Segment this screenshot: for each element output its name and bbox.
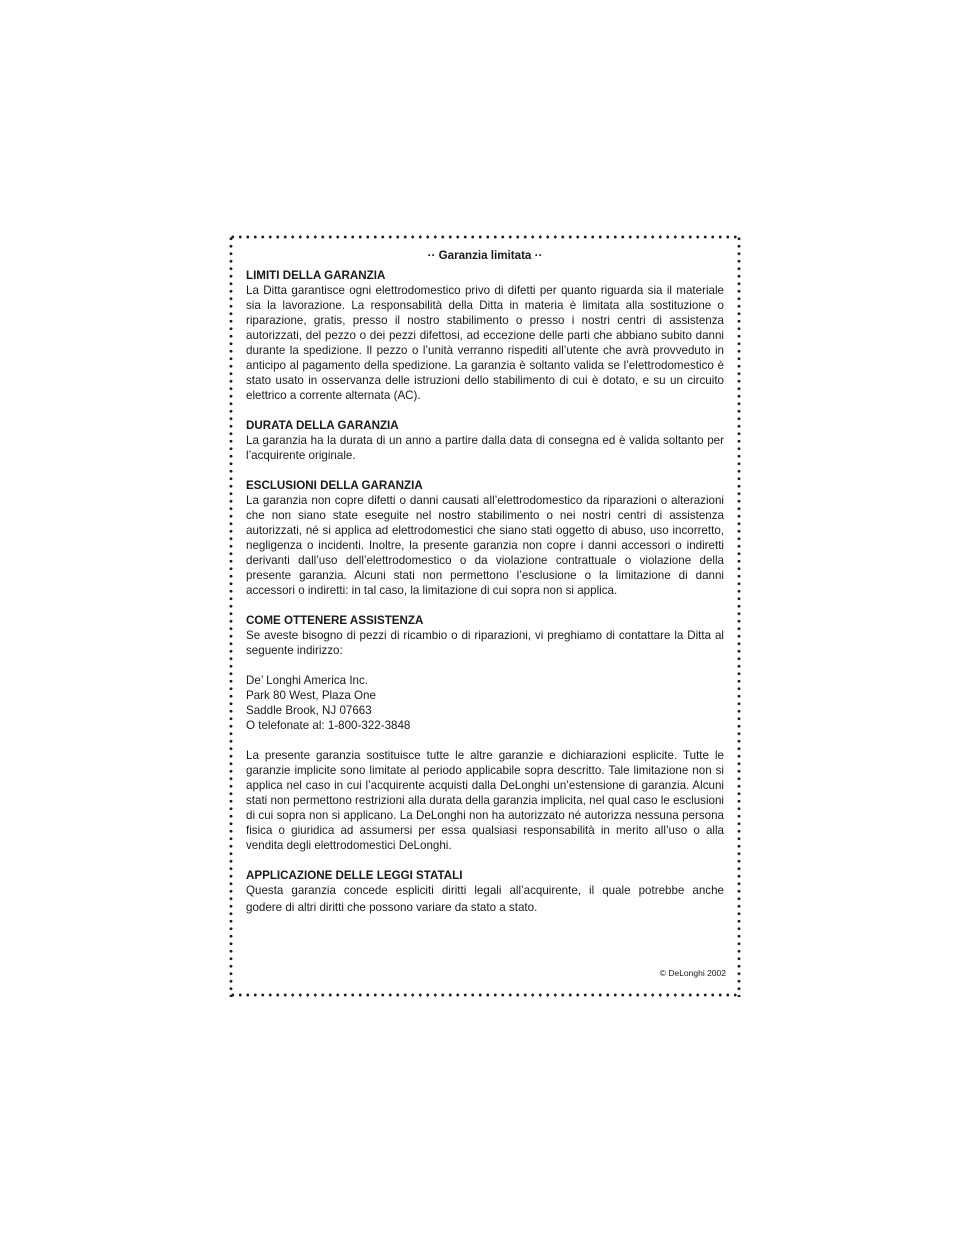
address-city: Saddle Brook, NJ 07663	[246, 704, 372, 717]
address-block	[246, 673, 724, 733]
state-laws-line-1: Questa garanzia concede espliciti diritti legali all’acquirente, il quale potrebbe anche	[246, 884, 724, 897]
page-title: ·· Garanzia limitata ··	[427, 249, 543, 262]
warranty-statement: La presente garanzia sostituisce tutte le altre garanzie e dichiarazioni esplicite. Tutte le garanzie implicite sono limitate al periodo applicabile sopra descritto. Tale limitazione non si applica nel caso in cui l’acquirente acquisti dalla DeLonghi un’estensione di garanzia. Alcuni stati non permettono restrizioni alla durata della garanzia implicita, nel qual caso le esclusioni di cui sopra non si applicano. La DeLonghi non ha autorizzato né autorizza nessuna persona fisica o giuridica ad assumersi per essa qualsiasi responsabilità in merito all’uso o alla vendita degli elettrodomestici DeLonghi.	[246, 749, 724, 852]
dotted-border-left	[229, 235, 233, 997]
warranty-card	[229, 235, 741, 997]
state-laws-line-2: godere di altri diritti che possono variare da stato a stato.	[246, 901, 538, 914]
copyright-notice: © DeLonghi 2002	[659, 968, 726, 978]
section-body-duration: La garanzia ha la durata di un anno a partire dalla data di consegna ed è valida soltanto per l’acquirente originale.	[246, 434, 724, 462]
section-heading-duration: DURATA DELLA GARANZIA	[246, 419, 399, 432]
section-heading-state-laws: APPLICAZIONE DELLE LEGGI STATALI	[246, 869, 463, 882]
section-heading-exclusions: ESCLUSIONI DELLA GARANZIA	[246, 479, 423, 492]
section-heading-assistance: COME OTTENERE ASSISTENZA	[246, 614, 424, 627]
warranty-content	[246, 248, 724, 918]
address-phone: O telefonate al: 1-800-322-3848	[246, 719, 411, 732]
section-body-state-laws	[246, 883, 724, 918]
section-body-limits: La Ditta garantisce ogni elettrodomestico privo di difetti per quanto riguarda sia il materiale sia la lavorazione. La responsabilità della Ditta in materia è limitata alla sostituzione o riparazione, gratis, presso il nostro stabilimento o presso i nostri centri di assistenza autorizzati, del pezzo o dei pezzi difettosi, ad eccezione delle parti che abbiano subito danni durante la spedizione. Il pezzo o l’unità verranno rispediti all’utente che avrà provveduto in anticipo al pagamento della spedizione. La garanzia è soltanto valida se l’elettrodomestico è stato usato in osservanza delle istruzioni dello stabilimento di cui è dotato, e su un circuito elettrico a corrente alternata (AC).	[246, 284, 724, 402]
address-street: Park 80 West, Plaza One	[246, 689, 376, 702]
section-heading-limits: LIMITI DELLA GARANZIA	[246, 269, 386, 282]
dotted-border-top	[229, 235, 741, 239]
address-company: De’ Longhi America Inc.	[246, 674, 369, 687]
dotted-border-bottom	[229, 993, 741, 997]
dotted-border-right	[737, 235, 741, 997]
section-body-exclusions: La garanzia non copre difetti o danni causati all’elettrodomestico da riparazioni o alterazioni che non siano state eseguite nel nostro stabilimento o nei nostri centri di assistenza autorizzati, né si applica ad elettrodomestici che siano stati oggetto di abuso, uso incorretto, negligenza o incidenti. Inoltre, la presente garanzia non copre i danni accessori o indiretti derivanti dall’uso dell’elettrodomestico o da violazione contrattuale o violazione della presente garanzia. Alcuni stati non permettono l’esclusione o la limitazione di danni accessori o indiretti: in tal caso, la limitazione di cui sopra non si applica.	[246, 494, 724, 597]
section-body-assistance: Se aveste bisogno di pezzi di ricambio o di riparazioni, vi preghiamo di contattare la Ditta al seguente indirizzo:	[246, 629, 724, 657]
